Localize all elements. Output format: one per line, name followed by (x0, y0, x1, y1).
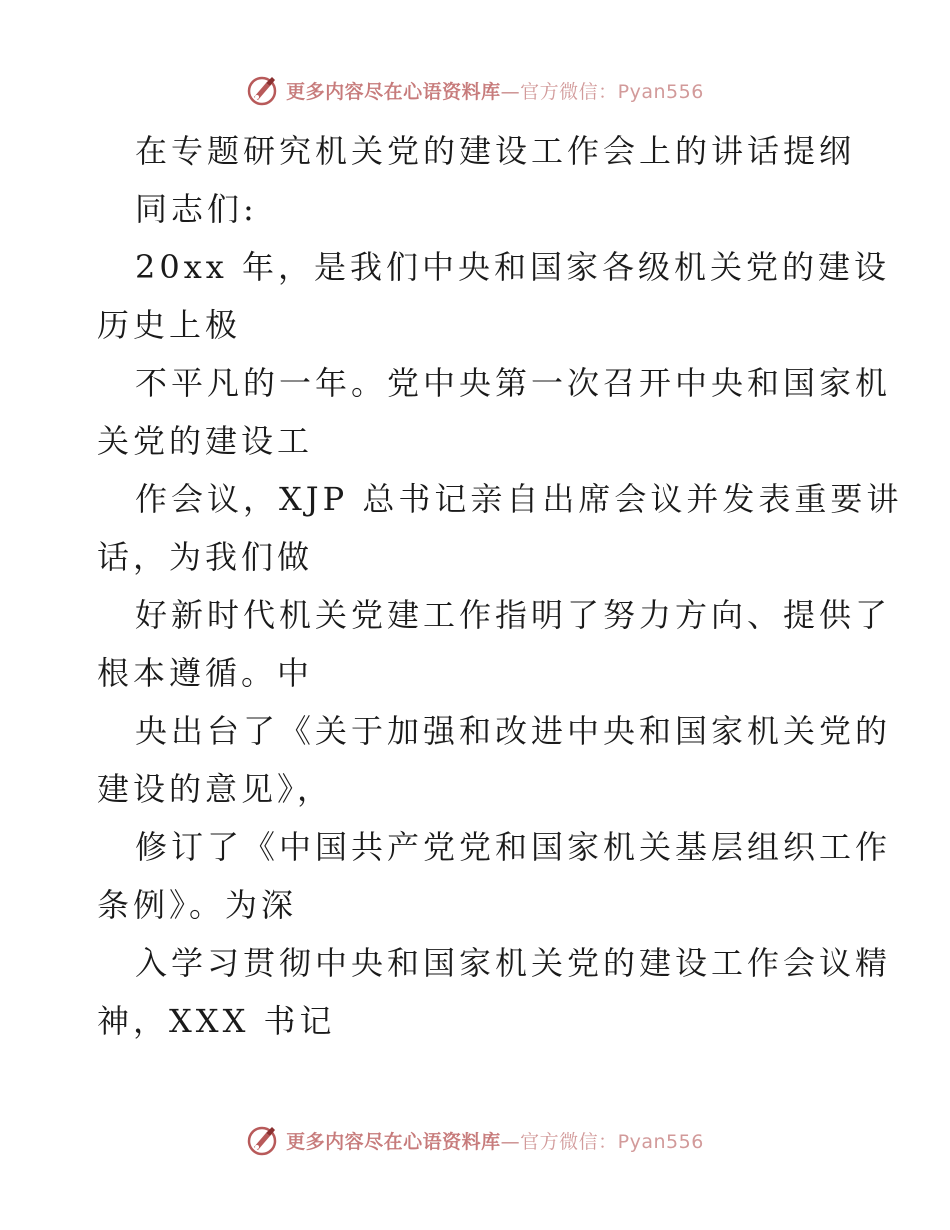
watermark-lead: 更多内容尽在心语资料库 (286, 80, 501, 103)
paragraph-line: 建设的意见》， (97, 770, 334, 808)
watermark-wechat: 官方微信：Pyan556 (520, 80, 704, 103)
paragraph-line: 修订了《中国共产党党和国家机关基层组织工作 (135, 828, 892, 866)
paragraph-line: 历史上极 (97, 306, 242, 344)
paragraph-line: 入学习贯彻中央和国家机关党的建设工作会议精 (135, 944, 892, 982)
paragraph-line: 不平凡的一年。党中央第一次召开中央和国家机 (135, 364, 892, 402)
document-body (97, 122, 903, 1050)
footer-watermark-banner (0, 1120, 950, 1160)
salutation-line: 同志们: (135, 190, 258, 228)
header-watermark-banner (0, 70, 950, 110)
paragraph-line: 话，为我们做 (97, 538, 314, 576)
paragraph-line: 根本遵循。中 (97, 654, 314, 692)
paragraph-line: 央出台了《关于加强和改进中央和国家机关党的 (135, 712, 892, 750)
paragraph-line: 好新时代机关党建工作指明了努力方向、提供了 (135, 596, 892, 634)
paragraph-line: 关党的建设工 (97, 422, 314, 460)
watermark-dash: — (500, 80, 521, 103)
watermark-text (286, 77, 704, 104)
watermark-lead: 更多内容尽在心语资料库 (286, 1130, 501, 1153)
paragraph-line: 条例》。为深 (97, 886, 298, 924)
red-seal-pen-icon (246, 1123, 280, 1157)
watermark-dash: — (500, 1130, 521, 1153)
document-title-line: 在专题研究机关党的建设工作会上的讲话提纲 (135, 132, 856, 170)
paragraph-line: 神，XXX 书记 (97, 1002, 336, 1040)
paragraph-line: 20xx 年，是我们中央和国家各级机关党的建设 (135, 248, 890, 286)
red-seal-pen-icon (246, 73, 280, 107)
watermark-wechat: 官方微信：Pyan556 (520, 1130, 704, 1153)
paragraph-line: 作会议，XJP 总书记亲自出席会议并发表重要讲 (135, 480, 903, 518)
watermark-text (286, 1127, 704, 1154)
